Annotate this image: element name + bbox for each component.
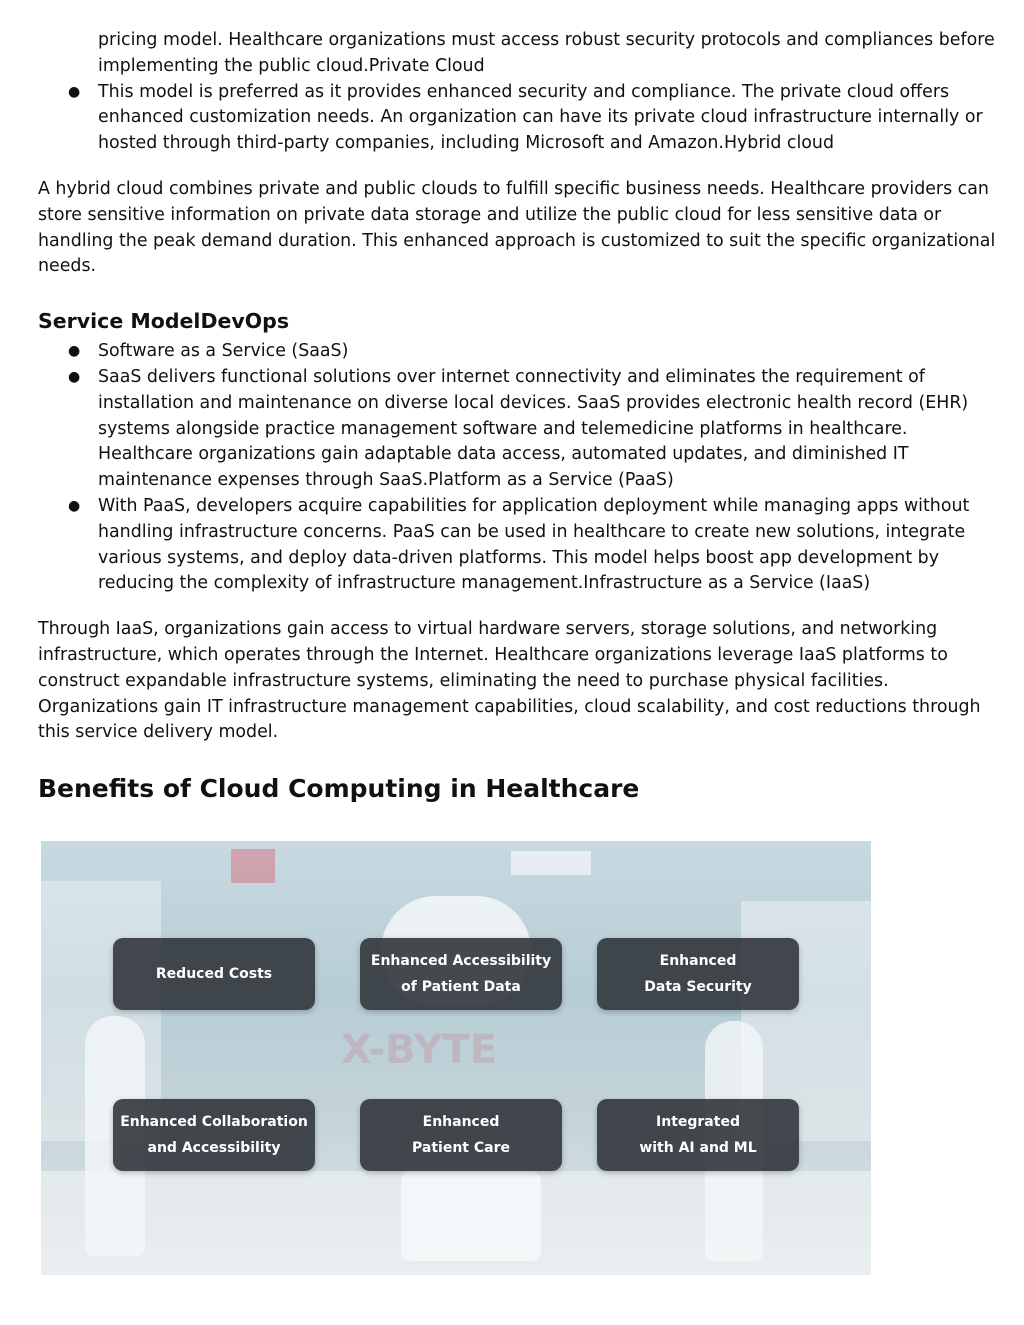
benefit-box-line2: Data Security [644,979,752,995]
service-bullet-list [38,339,1004,597]
benefit-box-reduced-costs [113,938,315,1010]
bullet-item-saas: ● SaaS delivers functional solutions over internet connectivity and eliminates the requirement of installation and maintenance on diverse local devices. SaaS provides electronic health record (EHR) systems alongside practice management software and telemedicine platforms in healthcare. Healthcare organizations gain adaptable data access, automated updates, and diminished IT maintenance expenses through SaaS.Platform as a Service (PaaS) [38,365,1004,494]
bullet-item-paas: ● With PaaS, developers acquire capabilities for application deployment while managing apps without handling infrastructure concerns. PaaS can be used in healthcare to create new solutions, integrate various systems, and deploy data-driven platforms. This model helps boost app development by reducing the complexity of infrastructure management.Infrastructure as a Service (IaaS) [38,494,1004,597]
document-page [38,28,1004,806]
benefit-box-line1: Enhanced Collaboration [120,1114,308,1130]
benefit-box-ai-ml [597,1099,799,1171]
benefit-box-accessibility [360,938,562,1010]
benefit-box-data-security [597,938,799,1010]
benefits-heading: Benefits of Cloud Computing in Healthcare [38,774,640,804]
benefit-box-line2: Patient Care [412,1140,510,1156]
benefits-figure [41,841,871,1275]
top-bullet-list [38,28,1004,157]
benefit-box-line1: Enhanced [422,1114,500,1130]
benefit-box-line1: Enhanced Accessibility [370,953,552,969]
hybrid-cloud-paragraph: A hybrid cloud combines private and public clouds to fulfill specific business needs. Healthcare providers can store sensitive information on private data storage and utilize the public cloud for less sensitive data or handling the peak demand duration. This enhanced approach is customized to suit the specific organizational needs. [38,178,996,277]
iaas-paragraph: Through IaaS, organizations gain access to virtual hardware servers, storage solutions, and networking infrastructure, which operates through the Internet. Healthcare organizations leverage IaaS platforms to construct expandable infrastructure systems, eliminating the need to purchase physical facilities. Organizations gain IT infrastructure management capabilities, cloud scalability, and cost reductions through this service delivery model. [38,619,981,743]
benefit-box-line1: Enhanced [659,953,737,969]
benefit-box-line2: with AI and ML [639,1140,757,1156]
bullet-item-saas-title: ● Software as a Service (SaaS) [38,339,1004,365]
benefit-box-line2: and Accessibility [147,1140,281,1156]
bullet-item-private-cloud: ● This model is preferred as it provides enhanced security and compliance. The private cloud offers enhanced customization needs. An organization can have its private cloud infrastructure internally or hosted through third-party companies, including Microsoft and Amazon.Hybrid cloud [38,80,1004,157]
benefit-box-line2: of Patient Data [401,979,521,995]
benefit-box-line1: Integrated [656,1114,740,1130]
bullet-item-continuation: pricing model. Healthcare organizations must access robust security protocols and compliances before implementing the public cloud.Private Cloud [98,30,995,76]
watermark-logo [41,841,871,1275]
benefit-box-line1: Reduced Costs [155,966,273,982]
service-model-heading: Service ModelDevOps [38,309,290,334]
benefit-box-collaboration [113,1099,315,1171]
watermark-text: X-BYTE [341,1027,498,1073]
benefit-box-patient-care [360,1099,562,1171]
